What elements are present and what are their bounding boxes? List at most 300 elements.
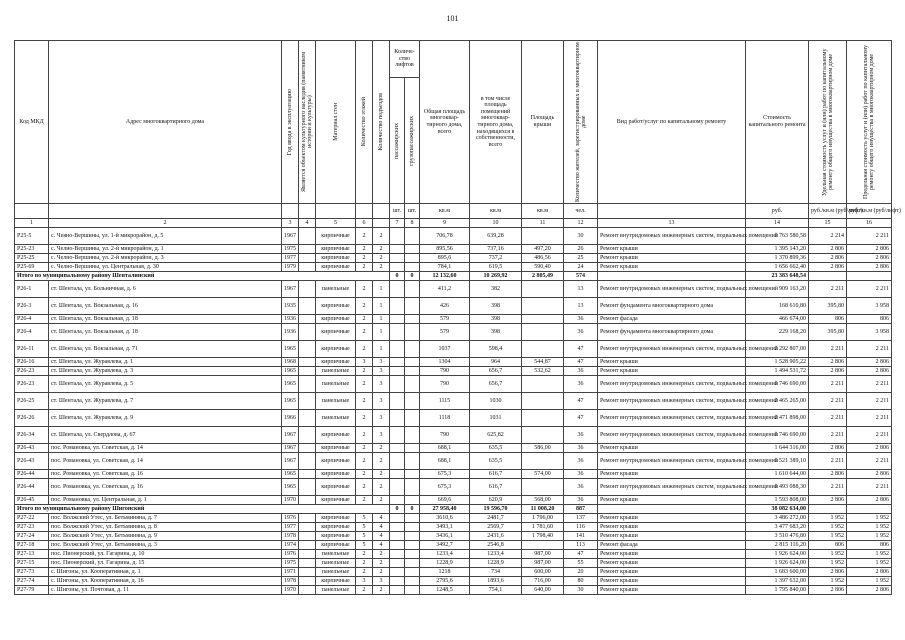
row-material: кирпичные <box>316 427 356 444</box>
row-floors: 2 <box>356 427 373 444</box>
row-total-area: 579 <box>420 324 470 341</box>
table-row <box>15 453 892 470</box>
row-year: 1978 <box>282 577 299 586</box>
row-owned-area: 737,16 <box>470 245 522 254</box>
table-row <box>15 263 892 272</box>
row-elev-cargo <box>405 245 420 254</box>
row-max-cost: 2 806 <box>847 263 892 272</box>
total-elev-passenger: 0 <box>390 505 405 514</box>
table-row <box>15 541 892 550</box>
row-address: пос. Волжский Утес, ул. Бетьминяна, д. 7 <box>49 514 282 523</box>
row-material: кирпичные <box>316 341 356 358</box>
row-year: 1967 <box>282 228 299 245</box>
row-floors: 5 <box>356 514 373 523</box>
row-elev-passenger <box>390 228 405 245</box>
row-elev-cargo <box>405 324 420 341</box>
row-cultural <box>299 228 316 245</box>
row-floors: 2 <box>356 245 373 254</box>
row-material: панельные <box>316 393 356 410</box>
row-elev-passenger <box>390 453 405 470</box>
row-year: 1975 <box>282 559 299 568</box>
row-residents: 47 <box>564 341 598 358</box>
row-material: панельные <box>316 559 356 568</box>
row-address: с. Челно-Вершины, ул. 2-й микрорайон, д. 3 <box>49 254 282 263</box>
total-unit <box>809 272 847 281</box>
row-owned-area: 964 <box>470 358 522 367</box>
row-elev-passenger <box>390 410 405 427</box>
row-roof-area: 1 796,00 <box>522 514 564 523</box>
row-elev-passenger <box>390 523 405 532</box>
row-code: P26-45 <box>15 496 49 505</box>
total-elev-cargo: 0 <box>405 272 420 281</box>
row-elev-passenger <box>390 577 405 586</box>
row-address: пос. Пионерский, ул. Гагарина, д. 10 <box>49 550 282 559</box>
row-entrances: 3 <box>373 358 390 367</box>
row-roof-area <box>522 393 564 410</box>
header-elevators: Количе-ство лифтов <box>390 41 420 78</box>
row-entrances: 2 <box>373 470 390 479</box>
row-material: панельные <box>316 586 356 595</box>
row-entrances: 3 <box>373 367 390 376</box>
header-work-type: Вид работ/услуг по капитальному ремонту <box>598 41 746 204</box>
row-cost: 1 528 905,22 <box>746 358 809 367</box>
row-residents: 47 <box>564 550 598 559</box>
row-entrances: 2 <box>373 228 390 245</box>
row-year: 1967 <box>282 427 299 444</box>
row-unit-cost: 2 806 <box>809 245 847 254</box>
row-entrances: 2 <box>373 496 390 505</box>
row-residents: 30 <box>564 586 598 595</box>
row-floors: 2 <box>356 559 373 568</box>
row-floors: 2 <box>356 586 373 595</box>
table-row <box>15 393 892 410</box>
row-unit-cost: 2 806 <box>809 586 847 595</box>
row-year: 1966 <box>282 410 299 427</box>
column-number-row: 1 2 3 4 5 6 7 8 9 10 11 12 13 14 15 16 <box>15 219 892 228</box>
row-material: кирпичные <box>316 541 356 550</box>
row-work-type: Ремонт крыши <box>598 254 746 263</box>
row-work-type: Ремонт внутридомовых инженерных систем, подвальных помещений <box>598 281 746 298</box>
row-work-type: Ремонт внутридомовых инженерных систем, подвальных помещений <box>598 427 746 444</box>
row-total-area: 895,56 <box>420 245 470 254</box>
row-year: 1970 <box>282 586 299 595</box>
row-residents: 141 <box>564 532 598 541</box>
row-entrances: 2 <box>373 263 390 272</box>
row-code: P27-22 <box>15 514 49 523</box>
row-work-type: Ремонт внутридомовых инженерных систем, подвальных помещений <box>598 410 746 427</box>
row-material: кирпичные <box>316 245 356 254</box>
row-address: пос. Волжский Утес, ул. Бетьминяна, д. 9 <box>49 532 282 541</box>
row-floors: 5 <box>356 523 373 532</box>
row-residents: 36 <box>564 453 598 470</box>
row-owned-area: 1233,4 <box>470 550 522 559</box>
header-address: Адрес многоквартирного дома <box>49 41 282 204</box>
row-cost: 2 465 265,00 <box>746 393 809 410</box>
row-work-type: Ремонт крыши <box>598 263 746 272</box>
row-address: с. Чеяно-Вершины, ул. 1-й микрорайон, д. 5 <box>49 228 282 245</box>
row-material: кирпичные <box>316 577 356 586</box>
row-max-cost: 1 952 <box>847 523 892 532</box>
row-elev-cargo <box>405 376 420 393</box>
row-floors: 5 <box>356 541 373 550</box>
row-cultural <box>299 577 316 586</box>
row-code: P26-23 <box>15 367 49 376</box>
row-material: кирпичные <box>316 523 356 532</box>
row-cultural <box>299 367 316 376</box>
total-residents: 887 <box>564 505 598 514</box>
row-entrances: 2 <box>373 245 390 254</box>
row-cost: 229 168,20 <box>746 324 809 341</box>
row-floors: 2 <box>356 453 373 470</box>
row-work-type: Ремонт крыши <box>598 358 746 367</box>
table-row <box>15 367 892 376</box>
row-cost: 1 644 316,00 <box>746 444 809 453</box>
row-elev-cargo <box>405 228 420 245</box>
row-unit-cost: 2 211 <box>809 341 847 358</box>
row-code: P26-4 <box>15 315 49 324</box>
row-elev-cargo <box>405 479 420 496</box>
row-elev-passenger <box>390 541 405 550</box>
row-owned-area: 1030 <box>470 393 522 410</box>
table-row <box>15 281 892 298</box>
row-residents: 47 <box>564 393 598 410</box>
row-elev-passenger <box>390 245 405 254</box>
row-unit-cost: 806 <box>809 541 847 550</box>
row-cultural <box>299 550 316 559</box>
row-total-area: 669,6 <box>420 496 470 505</box>
row-code: P26-25 <box>15 393 49 410</box>
row-roof-area <box>522 298 564 315</box>
table-row <box>15 245 892 254</box>
table-row <box>15 550 892 559</box>
row-floors: 2 <box>356 410 373 427</box>
row-total-area: 784,1 <box>420 263 470 272</box>
total-work <box>598 505 746 514</box>
row-elev-cargo <box>405 341 420 358</box>
row-floors: 2 <box>356 324 373 341</box>
row-max-cost: 2 211 <box>847 453 892 470</box>
row-total-area: 1218 <box>420 568 470 577</box>
table-row <box>15 514 892 523</box>
row-elev-cargo <box>405 281 420 298</box>
row-address: с. Челно-Вершины, ул. Центральная, д. 30 <box>49 263 282 272</box>
row-max-cost: 806 <box>847 315 892 324</box>
total-residents: 574 <box>564 272 598 281</box>
row-floors: 2 <box>356 376 373 393</box>
row-material: кирпичные <box>316 315 356 324</box>
row-cost: 2 815 116,20 <box>746 541 809 550</box>
row-year: 1965 <box>282 376 299 393</box>
row-roof-area <box>522 324 564 341</box>
row-elev-passenger <box>390 532 405 541</box>
row-roof-area <box>522 281 564 298</box>
row-material: кирпичные <box>316 532 356 541</box>
row-unit-cost: 2 806 <box>809 496 847 505</box>
row-max-cost: 806 <box>847 541 892 550</box>
row-work-type: Ремонт внутридомовых инженерных систем, подвальных помещений <box>598 479 746 496</box>
total-unit <box>809 505 847 514</box>
row-cultural <box>299 358 316 367</box>
row-unit-cost: 2 806 <box>809 444 847 453</box>
row-roof-area <box>522 410 564 427</box>
row-material: кирпичные <box>316 254 356 263</box>
row-residents: 36 <box>564 376 598 393</box>
row-entrances: 1 <box>373 324 390 341</box>
row-cost: 1 926 624,00 <box>746 559 809 568</box>
row-elev-cargo <box>405 315 420 324</box>
row-address: ст. Шентала, ул. Журавлева, д. 9 <box>49 410 282 427</box>
row-max-cost: 1 952 <box>847 514 892 523</box>
row-owned-area: 398 <box>470 298 522 315</box>
row-year: 1936 <box>282 324 299 341</box>
row-elev-passenger <box>390 254 405 263</box>
row-address: ст. Шентала, ул. Вокзальная, д. 18 <box>49 324 282 341</box>
row-elev-cargo <box>405 427 420 444</box>
row-total-area: 1037 <box>420 341 470 358</box>
table-row <box>15 341 892 358</box>
row-floors: 2 <box>356 281 373 298</box>
row-elev-passenger <box>390 263 405 272</box>
row-unit-cost: 2 214 <box>809 228 847 245</box>
row-entrances: 4 <box>373 532 390 541</box>
row-residents: 47 <box>564 410 598 427</box>
row-material: панельные <box>316 550 356 559</box>
row-elev-cargo <box>405 577 420 586</box>
row-owned-area: 1031 <box>470 410 522 427</box>
row-code: P26-43 <box>15 444 49 453</box>
row-max-cost: 3 958 <box>847 298 892 315</box>
row-roof-area <box>522 541 564 550</box>
row-code: P26-26 <box>15 410 49 427</box>
row-floors: 5 <box>356 532 373 541</box>
row-year: 1971 <box>282 568 299 577</box>
row-elev-passenger <box>390 514 405 523</box>
table-row <box>15 586 892 595</box>
row-cultural <box>299 586 316 595</box>
total-roof-area: 2 805,49 <box>522 272 564 281</box>
row-cultural <box>299 281 316 298</box>
row-address: пос. Пионерский, ул. Гагарина, д. 15 <box>49 559 282 568</box>
row-entrances: 2 <box>373 453 390 470</box>
row-elev-cargo <box>405 470 420 479</box>
row-total-area: 1233,4 <box>420 550 470 559</box>
row-residents: 36 <box>564 324 598 341</box>
table-row <box>15 523 892 532</box>
row-floors: 3 <box>356 358 373 367</box>
header-wall-material: Материал стен <box>316 41 356 204</box>
row-cost: 1 395 143,20 <box>746 245 809 254</box>
row-material: кирпичные <box>316 263 356 272</box>
row-address: ст. Шентала, ул. Вокзальная, д. 71 <box>49 341 282 358</box>
table-row <box>15 228 892 245</box>
row-cost: 909 163,20 <box>746 281 809 298</box>
row-max-cost: 3 958 <box>847 324 892 341</box>
table-row <box>15 315 892 324</box>
row-cultural <box>299 532 316 541</box>
row-cultural <box>299 376 316 393</box>
row-residents: 113 <box>564 541 598 550</box>
row-roof-area: 1 798,40 <box>522 532 564 541</box>
row-cost: 1 521 389,10 <box>746 453 809 470</box>
row-entrances: 1 <box>373 315 390 324</box>
row-address: ст. Шентала, ул. Вокзальная, д. 18 <box>49 315 282 324</box>
row-max-cost: 2 806 <box>847 444 892 453</box>
row-year: 1965 <box>282 470 299 479</box>
row-code: P27-24 <box>15 532 49 541</box>
total-area: 12 132,60 <box>420 272 470 281</box>
row-elev-cargo <box>405 263 420 272</box>
row-entrances: 4 <box>373 523 390 532</box>
row-total-area: 3610,6 <box>420 514 470 523</box>
row-work-type: Ремонт фундамента многоквартирного дома <box>598 324 746 341</box>
row-max-cost: 2 806 <box>847 586 892 595</box>
total-elev-passenger: 0 <box>390 272 405 281</box>
row-unit-cost: 1 952 <box>809 514 847 523</box>
row-roof-area <box>522 453 564 470</box>
row-entrances: 4 <box>373 541 390 550</box>
row-roof-area <box>522 376 564 393</box>
row-owned-area: 398 <box>470 315 522 324</box>
row-address: с. Челно-Вершины, ул. 2-й микрорайон, д. 1 <box>49 245 282 254</box>
row-roof-area <box>522 427 564 444</box>
header-cultural: Является объектом культурного наследия (памятником истории и культуры) <box>299 41 316 204</box>
row-code: P27-73 <box>15 568 49 577</box>
row-work-type: Ремонт крыши <box>598 550 746 559</box>
row-elev-passenger <box>390 496 405 505</box>
row-max-cost: 2 806 <box>847 470 892 479</box>
row-cultural <box>299 263 316 272</box>
row-cost: 3 510 476,80 <box>746 532 809 541</box>
row-total-area: 3493,1 <box>420 523 470 532</box>
row-roof-area: 586,00 <box>522 444 564 453</box>
table-row <box>15 444 892 453</box>
row-entrances: 3 <box>373 393 390 410</box>
row-material: панельные <box>316 376 356 393</box>
row-work-type: Ремонт крыши <box>598 496 746 505</box>
row-unit-cost: 2 211 <box>809 427 847 444</box>
table-row <box>15 298 892 315</box>
table-row <box>15 568 892 577</box>
row-entrances: 1 <box>373 341 390 358</box>
row-elev-passenger <box>390 550 405 559</box>
row-max-cost: 2 806 <box>847 254 892 263</box>
table-row <box>15 470 892 479</box>
row-owned-area: 382 <box>470 281 522 298</box>
row-roof-area: 568,00 <box>522 496 564 505</box>
capital-repair-table <box>14 40 901 595</box>
total-row <box>15 272 892 281</box>
row-year: 1965 <box>282 341 299 358</box>
table-row <box>15 496 892 505</box>
row-entrances: 2 <box>373 586 390 595</box>
row-elev-cargo <box>405 444 420 453</box>
row-cultural <box>299 245 316 254</box>
row-unit-cost: 1 952 <box>809 559 847 568</box>
row-owned-area: 656,7 <box>470 376 522 393</box>
row-cultural <box>299 254 316 263</box>
row-elev-passenger <box>390 315 405 324</box>
row-work-type: Ремонт внутридомовых инженерных систем, подвальных помещений <box>598 341 746 358</box>
row-max-cost: 2 806 <box>847 496 892 505</box>
row-max-cost: 1 952 <box>847 550 892 559</box>
row-cultural <box>299 453 316 470</box>
row-residents: 24 <box>564 263 598 272</box>
row-code: P26-4 <box>15 324 49 341</box>
row-unit-cost: 2 211 <box>809 453 847 470</box>
row-residents: 36 <box>564 496 598 505</box>
row-cultural <box>299 496 316 505</box>
row-elev-cargo <box>405 410 420 427</box>
row-material: кирпичные <box>316 479 356 496</box>
row-owned-area: 398 <box>470 324 522 341</box>
row-unit-cost: 1 952 <box>809 523 847 532</box>
total-cost: 23 383 648,54 <box>746 272 809 281</box>
row-unit-cost: 2 211 <box>809 376 847 393</box>
total-max <box>847 505 892 514</box>
row-owned-area: 620,9 <box>470 496 522 505</box>
row-roof-area: 532,62 <box>522 367 564 376</box>
header-owned-area: в том числе площадь помещений многоквар-тирного дома, находящихся в собственности, всего <box>470 41 522 204</box>
row-cost: 1 683 600,00 <box>746 568 809 577</box>
row-work-type: Ремонт фасада <box>598 541 746 550</box>
table-row <box>15 376 892 393</box>
row-elev-cargo <box>405 559 420 568</box>
row-entrances: 2 <box>373 254 390 263</box>
row-residents: 25 <box>564 254 598 263</box>
row-address: ст. Шентала, ул. Свердлова, д. 67 <box>49 427 282 444</box>
row-floors: 2 <box>356 479 373 496</box>
row-floors: 2 <box>356 263 373 272</box>
row-total-area: 688,1 <box>420 453 470 470</box>
row-max-cost: 2 211 <box>847 410 892 427</box>
row-address: с. Шигоны, ул. Кооперативная, д. 16 <box>49 577 282 586</box>
header-floors: Количество этажей <box>356 41 373 204</box>
row-year: 1970 <box>282 496 299 505</box>
row-work-type: Ремонт внутридомовых инженерных систем, подвальных помещений <box>598 453 746 470</box>
total-elev-cargo: 0 <box>405 505 420 514</box>
row-unit-cost: 395,80 <box>809 298 847 315</box>
row-cultural <box>299 341 316 358</box>
row-cultural <box>299 444 316 453</box>
row-cultural <box>299 479 316 496</box>
row-floors: 2 <box>356 254 373 263</box>
row-year: 1967 <box>282 281 299 298</box>
row-owned-area: 2569,7 <box>470 523 522 532</box>
row-material: кирпичные <box>316 444 356 453</box>
header-unit-cost: Удельная стоимость услуг и (или) работ по капитальному ремонту общего имущества в многоквартирном доме <box>809 41 847 204</box>
row-max-cost: 2 806 <box>847 568 892 577</box>
row-unit-cost: 1 952 <box>809 550 847 559</box>
row-entrances: 1 <box>373 298 390 315</box>
table-row <box>15 577 892 586</box>
row-address: ст. Шентала, ул. Вокзальная, д. 16 <box>49 298 282 315</box>
row-work-type: Ремонт крыши <box>598 444 746 453</box>
row-owned-area: 1893,6 <box>470 577 522 586</box>
row-address: пос. Романовка, ул. Советская, д. 14 <box>49 453 282 470</box>
row-elev-cargo <box>405 514 420 523</box>
row-elev-passenger <box>390 376 405 393</box>
row-unit-cost: 1 952 <box>809 532 847 541</box>
row-entrances: 3 <box>373 376 390 393</box>
row-cultural <box>299 568 316 577</box>
row-code: P25-25 <box>15 254 49 263</box>
row-address: ст. Шентала, ул. Журавлева, д. 1 <box>49 358 282 367</box>
row-material: панельные <box>316 410 356 427</box>
row-elev-cargo <box>405 568 420 577</box>
row-entrances: 2 <box>373 550 390 559</box>
row-entrances: 2 <box>373 559 390 568</box>
row-roof-area: 640,00 <box>522 586 564 595</box>
